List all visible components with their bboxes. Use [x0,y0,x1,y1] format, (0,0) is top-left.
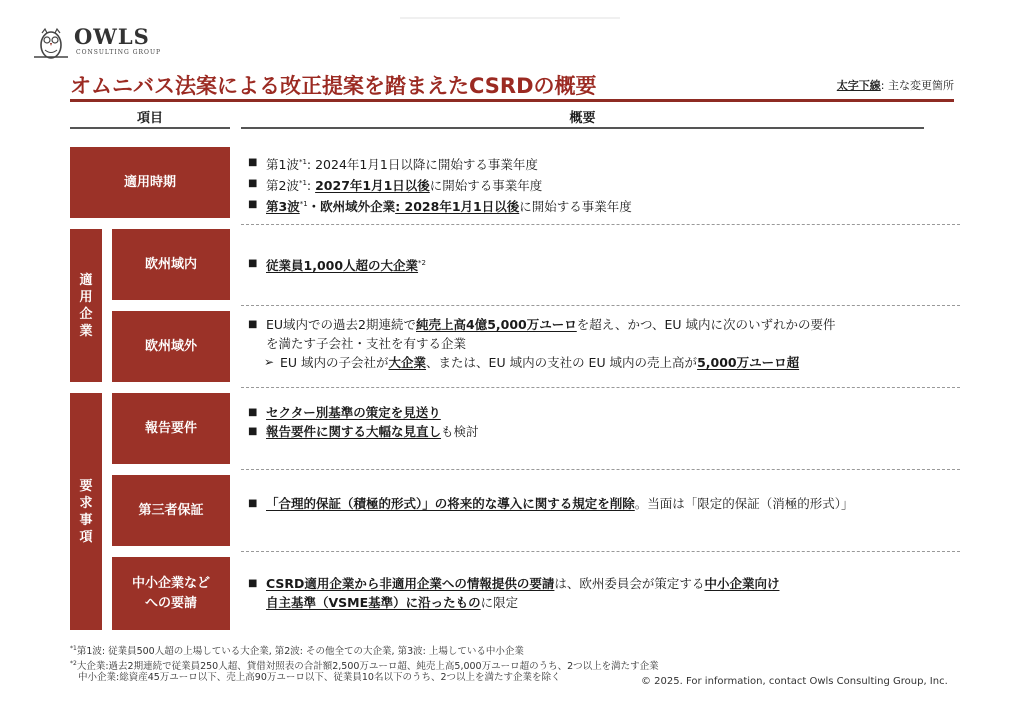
bullet-square-icon: ■ [248,426,258,437]
bullet-square-icon: ■ [248,319,258,330]
label-reporting: 報告要件 [112,393,230,464]
footnote-ref: *1 [298,158,307,166]
non-eu-sub-text-1: EU 域内の子会社が [280,355,389,370]
non-eu-branch-revenue: 5,000万ユーロ超 [697,355,800,370]
sme-vsme: 自主基準（VSME基準）に沿ったもの [266,595,481,610]
bullet-square-icon: ■ [248,258,258,269]
label-timing: 適用時期 [70,147,230,218]
bullet-square-icon: ■ [248,157,258,168]
sme-for-sme: 中小企業向け [704,576,780,591]
footnote-ref: *1 [298,179,307,188]
label-sme [112,557,230,630]
content-timing [248,153,938,216]
logo-wordmark: OWLS [74,24,150,49]
wave2-text: に開始する事業年度 [429,178,543,194]
wave3-text: に開始する事業年度 [519,199,632,215]
content-assurance [248,494,948,513]
copyright: © 2025. For information, contact Owls Consulting Group, Inc. [641,676,948,687]
assurance-line [248,494,948,513]
non-eu-text-1: EU域内での過去2期連続で [266,317,417,332]
sme-text-1: は、欧州委員会が策定する [554,576,705,591]
page-title: オムニバス法案による改正提案を踏まえたCSRDの概要 [70,74,597,98]
non-eu-sub-text-2: 、または、EU 域内の支社の EU 域内の売上高が [426,355,698,370]
wave2-date: 2027年1月1日以後 [315,178,430,194]
sme-info-request: CSRD適用企業から非適用企業への情報提供の要請 [266,576,555,591]
row-divider [241,469,960,470]
footnote-2-mark: *2 [70,660,77,667]
content-eu [248,254,938,275]
bullet-square-icon: ■ [248,578,258,589]
row-divider [241,305,960,306]
bullet-square-icon: ■ [248,407,258,418]
footnote-1-mark: *1 [70,645,77,652]
reporting-line-2 [248,422,938,441]
wave1-text: : 2024年1月1日以降に開始する事業年度 [306,157,538,173]
group-label-requirements [70,393,102,630]
reporting-review-suffix: も検討 [441,424,479,439]
content-reporting [248,403,938,441]
wave2-label: 第2波 [266,178,299,194]
label-sme-line-1: 中小企業など [131,575,210,591]
label-sme-line-2: への要請 [144,595,197,611]
footnote-1-text: 第1波: 従業員500人超の上場している大企業, 第2波: その他全ての大企業, 第3波: 上場している中小企業 [76,646,524,658]
header-item-rule [70,127,230,129]
emphasis-legend [837,77,954,93]
group-label-scope-text: 適用企業 [79,272,93,339]
reporting-sector-standards: セクター別基準の策定を見送り [266,405,441,420]
eu-criteria: 従業員1,000人超の大企業 [266,258,419,274]
content-sme [248,574,938,612]
wave3-non-eu: ・欧州域外企業 [307,199,396,215]
wave3-date: : 2028年1月1日以後 [395,199,520,215]
label-non-eu: 欧州域外 [112,311,230,382]
timing-line-2 [248,174,938,195]
header-summary-rule [241,127,924,129]
sme-line-2 [248,593,938,612]
content-non-eu [248,315,938,372]
group-label-scope [70,229,102,382]
group-label-requirements-text: 要求事項 [79,478,93,545]
timing-line-1 [248,153,938,174]
footnote-ref: *2 [418,259,427,267]
sme-limit: に限定 [480,595,519,610]
non-eu-large-company: 大企業 [388,355,427,370]
bullet-square-icon: ■ [248,498,258,509]
non-eu-line-2 [248,334,938,353]
bullet-square-icon: ■ [248,199,258,211]
footnote-2b: 中小企業:総資産45万ユーロ以下、売上高90万ユーロ以下、従業員10名以下のうち、2つ以上を満たす企業を除く [78,672,561,683]
bullet-square-icon: ■ [248,178,258,190]
header-item: 項目 [136,111,163,126]
legend-emphasis: 太字下線 [836,79,881,92]
non-eu-text-3: を満たす子会社・支社を有する企業 [266,336,467,351]
logo-subtitle: CONSULTING GROUP [76,49,162,56]
non-eu-revenue: 純売上高4億5,000万ユーロ [416,317,577,332]
assurance-interim: 。当面は「限定的保証（消極的形式）」 [634,496,854,511]
top-decoration [400,17,620,19]
non-eu-line-1 [248,315,938,334]
non-eu-subline [248,353,938,372]
label-assurance: 第三者保証 [112,475,230,546]
row-divider [241,224,960,225]
title-rule [70,99,954,102]
timing-line-3 [248,195,938,216]
wave3-label: 第3波 [266,199,300,215]
assurance-removal: 「合理的保証（積極的形式）」の将来的な導入に関する規定を削除 [266,496,635,511]
owl-logo-icon [32,26,70,60]
reporting-line-1 [248,403,938,422]
reporting-review: 報告要件に関する大幅な見直し [266,424,442,439]
arrow-bullet-icon: ➢ [264,355,275,369]
footnote-ref: *1 [299,200,308,209]
wave2-sep: : [306,178,316,194]
sme-line-1 [248,574,938,593]
legend-text: : 主な変更箇所 [880,79,954,92]
eu-line [248,254,938,275]
row-divider [241,387,960,388]
non-eu-text-2: を超え、かつ、EU 域内に次のいずれかの要件 [576,317,836,332]
wave1-label: 第1波 [266,157,299,173]
header-summary: 概要 [569,111,596,126]
label-eu: 欧州域内 [112,229,230,300]
row-divider [241,551,960,552]
footnote-2-text-a: 大企業:過去2期連続で従業員250人超、貸借対照表の合計額2,500万ユーロ超、純売上高5,000万ユーロ超のうち、2つ以上を満たす企業 [76,661,659,673]
